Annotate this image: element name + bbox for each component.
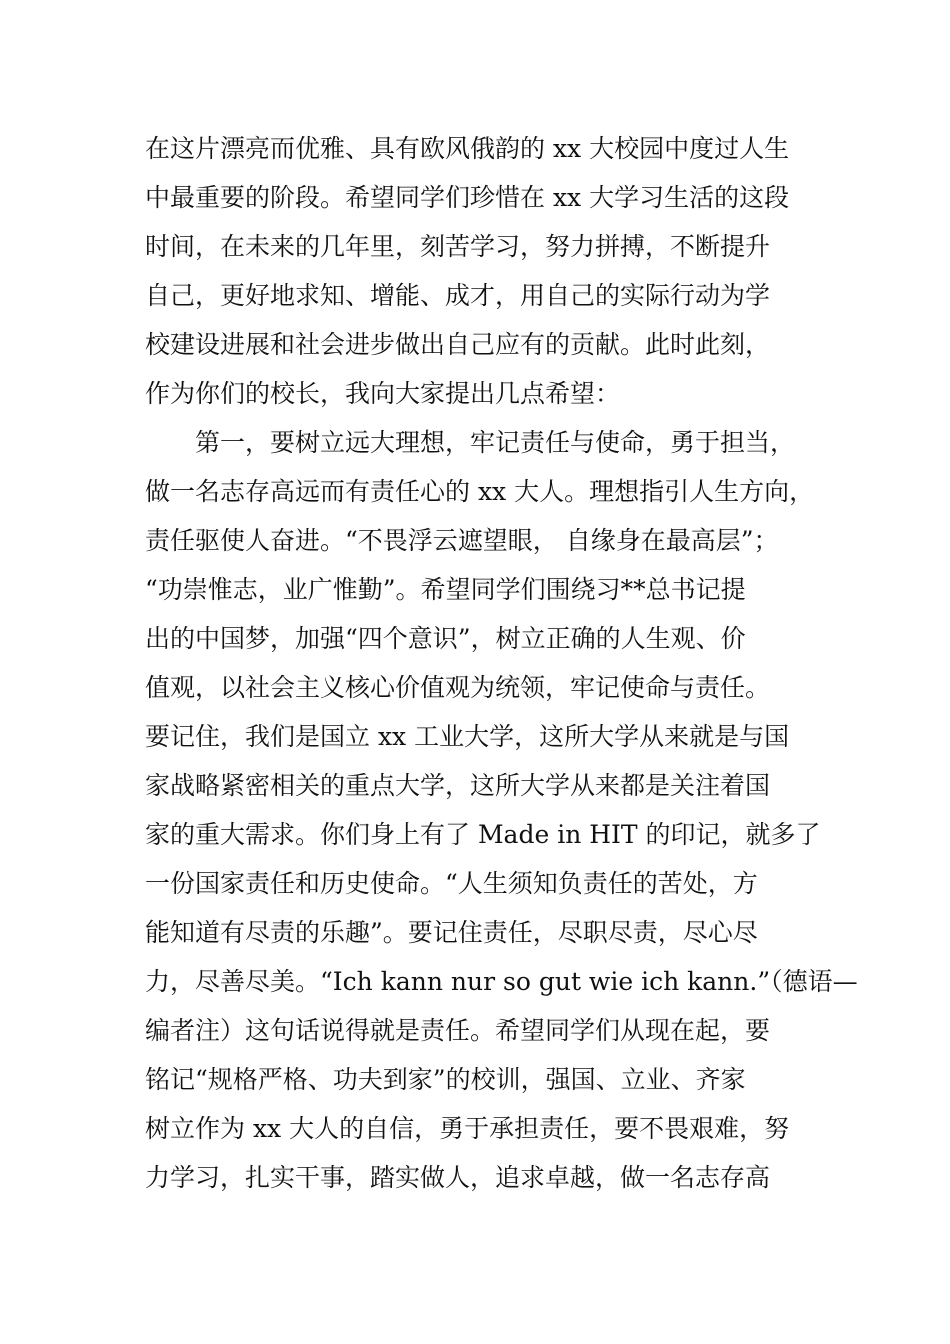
text-line: 责任驱使人奋进。“不畏浮云遮望眼， 自缘身在最高层”； <box>145 526 779 555</box>
text-line: 做一名志存高远而有责任心的 xx 大人。理想指引人生方向， <box>145 477 815 506</box>
text-line: 作为你们的校长，我向大家提出几点希望： <box>145 379 621 408</box>
text-line: 铭记“规格严格、功夫到家”的校训，强国、立业、齐家 <box>145 1065 746 1094</box>
body-text <box>145 124 858 1202</box>
text-line: 要记住，我们是国立 xx 工业大学，这所大学从来就是与国 <box>145 722 790 751</box>
text-line: 时间，在未来的几年里，刻苦学习，努力拼搏，不断提升 <box>145 232 771 261</box>
text-line: 在这片漂亮而优雅、具有欧风俄韵的 xx 大校园中度过人生 <box>145 134 790 163</box>
text-line: 中最重要的阶段。希望同学们珍惜在 xx 大学习生活的这段 <box>145 183 790 212</box>
text-line: 树立作为 xx 大人的自信，勇于承担责任，要不畏艰难，努 <box>145 1114 790 1143</box>
text-line: 家战略紧密相关的重点大学，这所大学从来都是关注着国 <box>145 771 771 800</box>
text-line: 能知道有尽责的乐趣”。要记住责任，尽职尽责，尽心尽 <box>145 918 758 947</box>
text-line: 校建设进展和社会进步做出自己应有的贡献。此时此刻， <box>145 330 771 359</box>
text-line: 编者注）这句话说得就是责任。希望同学们从现在起，要 <box>145 1016 771 1045</box>
text-line: 出的中国梦，加强“四个意识”，树立正确的人生观、价 <box>145 624 746 653</box>
text-line: 一份国家责任和历史使命。“人生须知负责任的苦处，方 <box>145 869 758 898</box>
text-line: 力学习，扎实干事，踏实做人，追求卓越，做一名志存高 <box>145 1163 771 1192</box>
text-line: 自己，更好地求知、增能、成才，用自己的实际行动为学 <box>145 281 771 310</box>
paragraph-first-line: 第一，要树立远大理想，牢记责任与使命，勇于担当， <box>195 428 796 457</box>
text-line: 力，尽善尽美。“Ich kann nur so gut wie ich kann.”（德语— <box>145 967 858 996</box>
text-line: 值观，以社会主义核心价值观为统领，牢记使命与责任。 <box>145 673 771 702</box>
text-line: “功崇惟志，业广惟勤”。希望同学们围绕习**总书记提 <box>145 575 746 604</box>
text-line: 家的重大需求。你们身上有了 Made in HIT 的印记，就多了 <box>145 820 821 849</box>
